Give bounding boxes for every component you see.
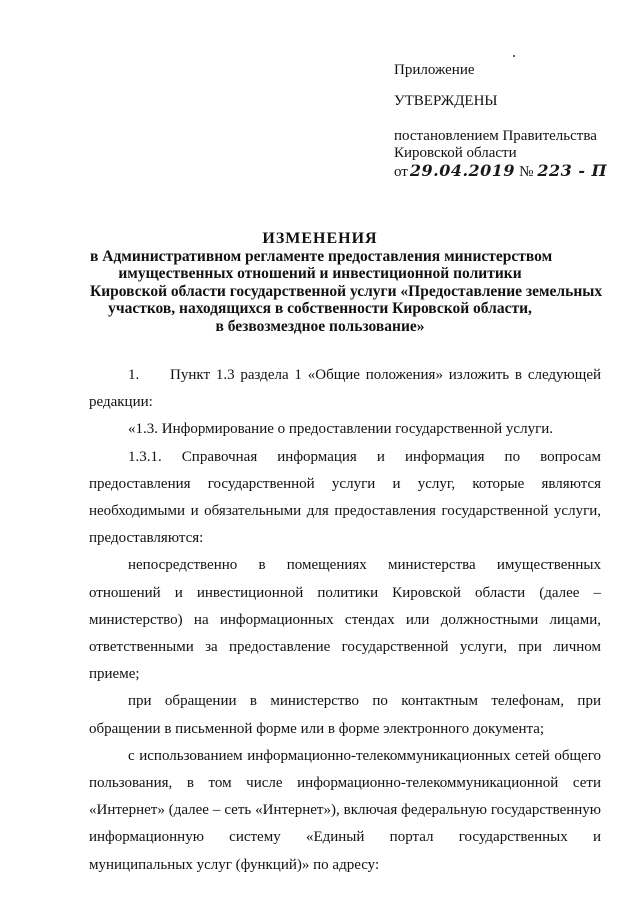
title-line: Кировской области государственной услуги «Предоставление земельных — [90, 282, 603, 300]
item-1-text: Пункт 1.3 раздела 1 «Общие положения» изложить в следующей редакции: — [89, 367, 601, 411]
paragraph-1-3: «1.3. Информирование о предоставлении государственной услуги. — [128, 421, 554, 438]
item-number: 1. — [128, 367, 140, 383]
title-line: имущественных отношений и инвестиционной политики — [118, 265, 522, 282]
resolution-date-line — [394, 162, 624, 181]
paragraph-networks: с использованием информационно-телекоммуникационных сетей общего пользования, в том числе информационно-телекоммуникационной сети «Интернет» (далее – сеть «Интернет»), включая федеральную государственную информационную систему «Единый портал государственных и муниципальных услуг (функций)» по адресу: — [89, 747, 601, 873]
paragraph-1-3-1: 1.3.1. Справочная информация и информация по вопросам предоставления государственной услуги и услуг, которые являются необходимыми и обязательными для предоставления государственной услуги, предоставляются: — [89, 448, 601, 547]
paragraph-phone: при обращении в министерство по контактным телефонам, при обращении в письменной форме или в форме электронного документа; — [89, 693, 601, 737]
number-sign: № — [519, 164, 534, 180]
paragraph-direct: непосредственно в помещениях министерства имущественных отношений и инвестиционной политики Кировской области (далее – министерство) на информационных стендах или должностными лицами, ответственными за предоставление государственной услуги, при личном приеме; — [89, 557, 601, 683]
handwritten-date: 29.04.2019 — [409, 161, 516, 180]
appendix-label: Приложение — [394, 62, 475, 78]
resolution-line-2: Кировской области — [394, 145, 517, 161]
title-heading: ИЗМЕНЕНИЯ — [262, 230, 378, 247]
resolution-line-1: постановлением Правительства — [394, 128, 597, 144]
handwritten-number: 223 - П — [537, 161, 608, 180]
date-prefix: от — [394, 164, 408, 180]
approval-block — [394, 62, 624, 181]
document-title — [90, 230, 603, 335]
approved-label: УТВЕРЖДЕНЫ — [394, 93, 498, 109]
paragraph-item-1 — [89, 362, 601, 416]
document-body — [89, 362, 601, 879]
title-line: в Административном регламенте предоставления министерством — [90, 247, 553, 265]
title-line: участков, находящихся в собственности Кировской области, — [108, 300, 532, 317]
title-line: в безвозмездное пользование» — [215, 317, 425, 335]
scan-speck — [513, 55, 515, 57]
